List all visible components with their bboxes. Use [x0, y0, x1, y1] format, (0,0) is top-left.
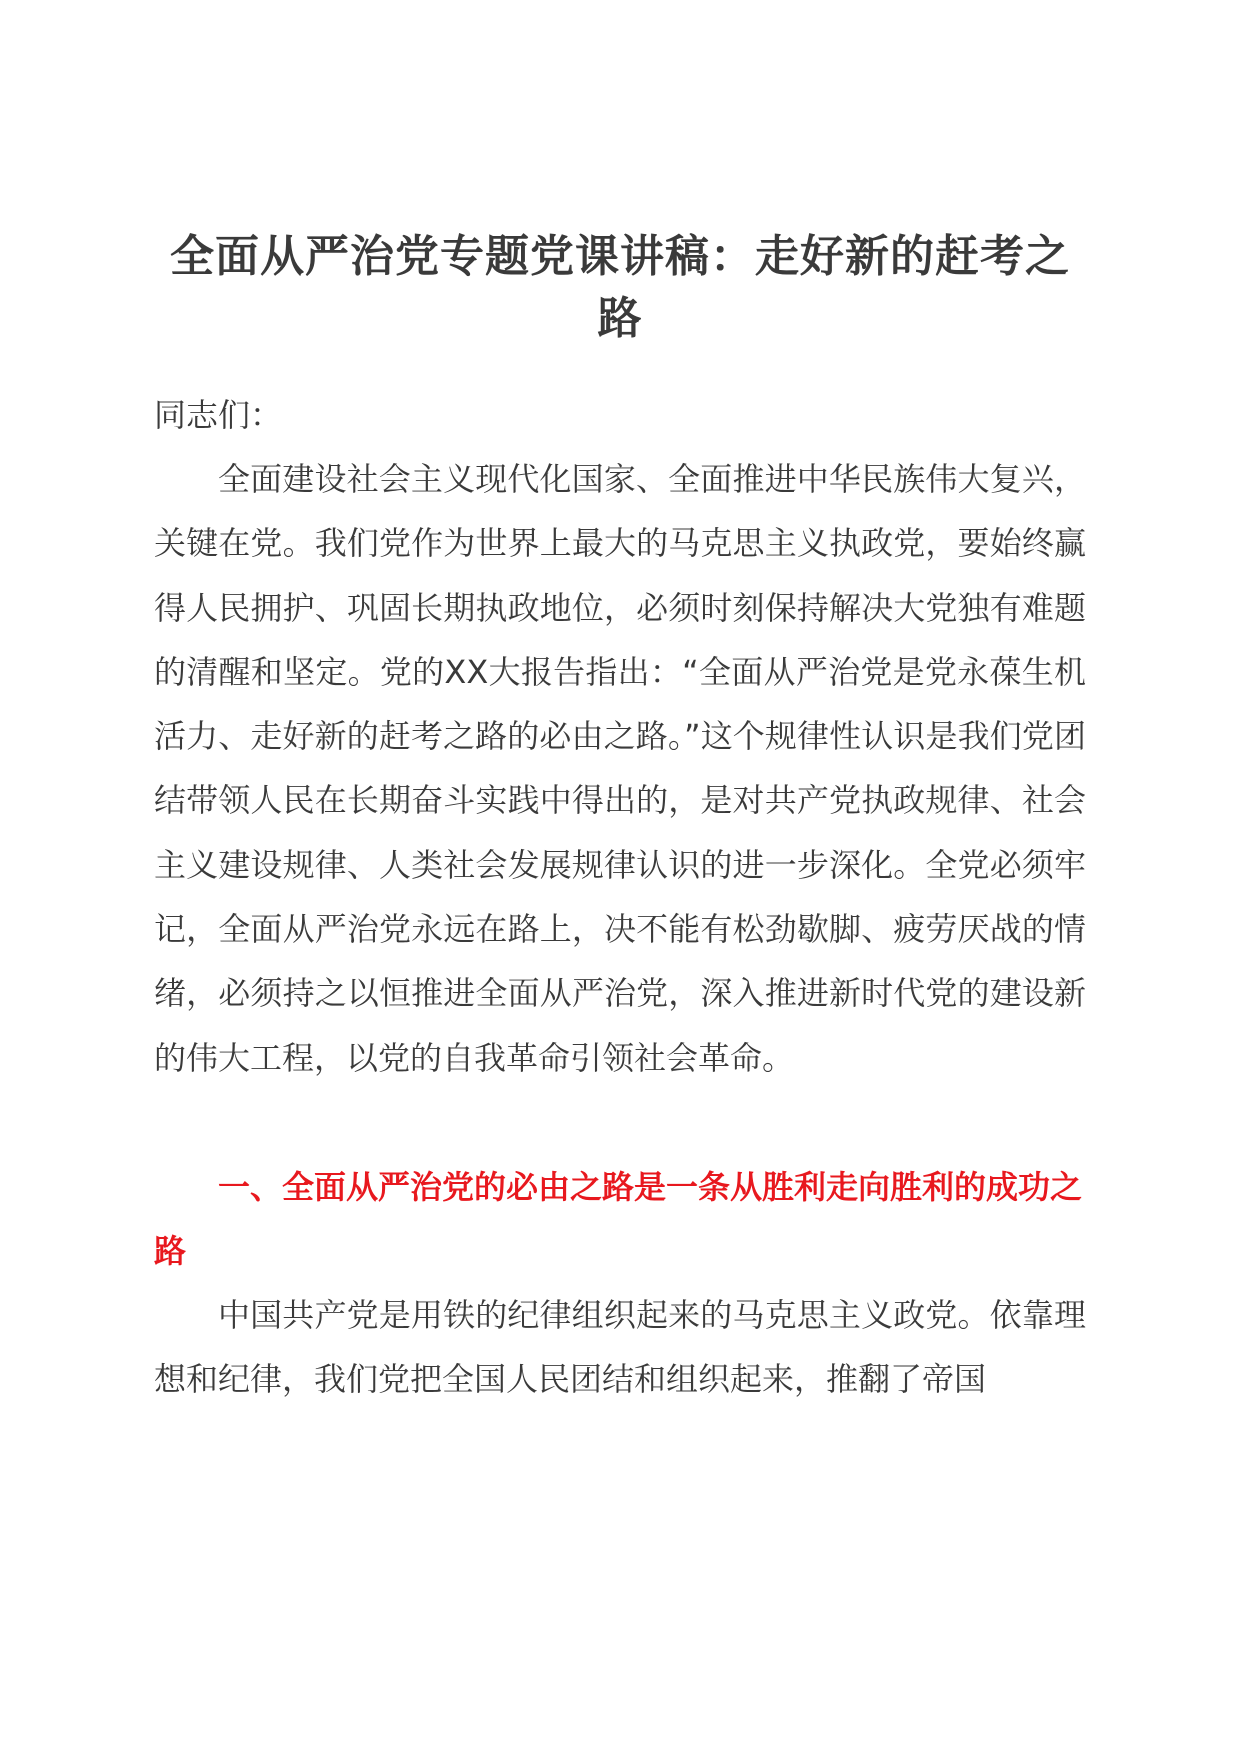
body-paragraph-1: 全面建设社会主义现代化国家、全面推进中华民族伟大复兴，关键在党。我们党作为世界上最大的马克思主义执政党，要始终赢得人民拥护、巩固长期执政地位，必须时刻保持解决大党独有难题的清醒和坚定。党的XX大报告指出：“全面从严治党是党永葆生机活力、走好新的赶考之路的必由之路。”这个规律性认识是我们党团结带领人民在长期奋斗实践中得出的，是对共产党执政规律、社会主义建设规律、人类社会发展规律认识的进一步深化。全党必须牢记，全面从严治党永远在路上，决不能有松劲歇脚、疲劳厌战的情绪，必须持之以恒推进全面从严治党，深入推进新时代党的建设新的伟大工程，以党的自我革命引领社会革命。	[154, 460, 1086, 1077]
section-heading-1: 一、全面从严治党的必由之路是一条从胜利走向胜利的成功之路	[154, 1168, 1083, 1270]
salutation: 同志们：	[154, 396, 283, 434]
body-paragraph-2: 中国共产党是用铁的纪律组织起来的马克思主义政党。依靠理想和纪律，我们党把全国人民团结和组织起来，推翻了帝国	[154, 1296, 1086, 1399]
document-title: 全面从严治党专题党课讲稿：走好新的赶考之路	[170, 231, 1070, 344]
